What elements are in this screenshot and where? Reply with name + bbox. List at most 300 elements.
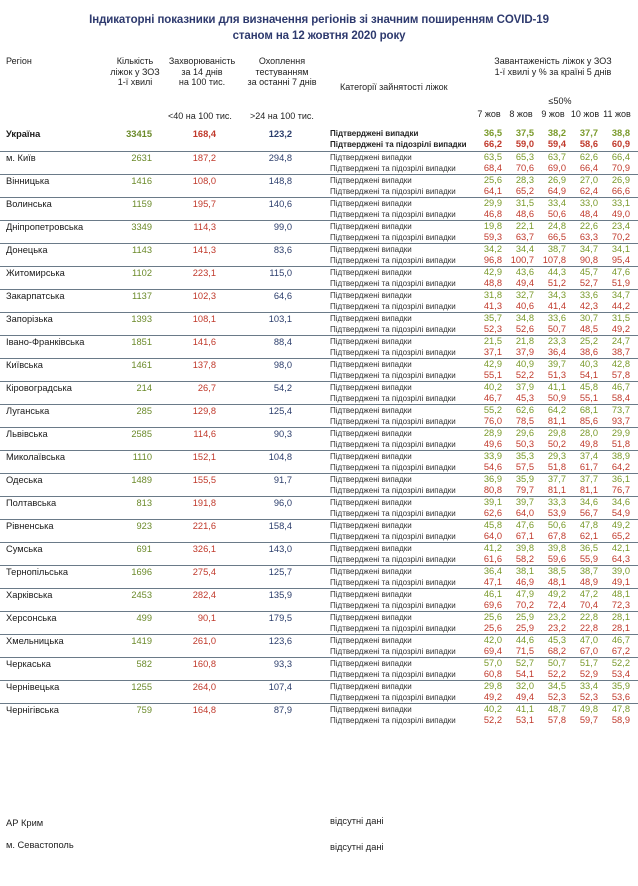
region-name: Україна <box>6 129 41 139</box>
load-suspected-value: 25,6 <box>483 623 502 633</box>
day-header: 7 жов <box>477 109 501 119</box>
load-suspected-value: 55,1 <box>579 393 598 403</box>
testing-value: 158,4 <box>268 521 292 531</box>
category-confirmed: Підтверджені випадки <box>330 291 412 300</box>
load-suspected-value: 64,0 <box>515 508 534 518</box>
load-suspected-value: 72,4 <box>547 600 566 610</box>
load-suspected-value: 48,1 <box>547 577 566 587</box>
category-labels <box>330 382 456 404</box>
load-suspected-value: 58,4 <box>611 393 630 403</box>
header-testing: Охоплення тестуванням за останні 7 днів <box>247 56 317 87</box>
load-confirmed-value: 22,1 <box>515 221 534 231</box>
category-suspected: Підтверджені та підозрілі випадки <box>330 210 456 219</box>
category-suspected: Підтверджені та підозрілі випадки <box>330 486 456 495</box>
load-confirmed-value: 49,2 <box>611 520 630 530</box>
load-values <box>470 267 630 289</box>
incidence-value: 160,8 <box>192 659 216 669</box>
region-name: Хмельницька <box>6 636 64 646</box>
region-name: Черкаська <box>6 659 51 669</box>
category-confirmed: Підтверджені випадки <box>330 199 412 208</box>
crimea-no-data: відсутні дані <box>330 816 384 826</box>
testing-value: 93,3 <box>273 659 292 669</box>
load-confirmed-value: 41,2 <box>483 543 502 553</box>
load-confirmed-value: 36,4 <box>483 566 502 576</box>
load-confirmed-value: 65,3 <box>515 152 534 162</box>
table-row <box>0 335 638 359</box>
category-labels <box>330 704 456 726</box>
load-confirmed-value: 23,2 <box>547 612 566 622</box>
load-suspected-value: 95,4 <box>611 255 630 265</box>
load-confirmed-value: 31,8 <box>483 290 502 300</box>
load-suspected-value: 46,8 <box>483 209 502 219</box>
load-values <box>470 382 630 404</box>
incidence-value: 141,6 <box>192 337 216 347</box>
category-confirmed: Підтверджені випадки <box>330 129 419 138</box>
threshold-testing: >24 на 100 тис. <box>250 111 314 121</box>
load-suspected-value: 51,2 <box>547 278 566 288</box>
load-confirmed-value: 40,3 <box>579 359 598 369</box>
load-suspected-value: 66,4 <box>579 163 598 173</box>
load-suspected-value: 49,4 <box>515 278 534 288</box>
load-suspected-value: 52,6 <box>515 324 534 334</box>
load-confirmed-value: 42,8 <box>611 359 630 369</box>
load-confirmed-value: 34,3 <box>547 290 566 300</box>
load-suspected-value: 55,1 <box>483 370 502 380</box>
load-confirmed-value: 57,0 <box>483 658 502 668</box>
load-confirmed-value: 45,7 <box>579 267 598 277</box>
load-confirmed-value: 63,5 <box>483 152 502 162</box>
beds-count: 582 <box>136 659 152 669</box>
table-row <box>0 128 638 151</box>
load-suspected-value: 59,3 <box>483 232 502 242</box>
load-confirmed-value: 34,1 <box>611 244 630 254</box>
beds-count: 1489 <box>131 475 152 485</box>
load-suspected-value: 51,9 <box>611 278 630 288</box>
beds-count: 1255 <box>131 682 152 692</box>
category-confirmed: Підтверджені випадки <box>330 153 412 162</box>
load-confirmed-value: 62,6 <box>515 405 534 415</box>
incidence-value: 141,3 <box>192 245 216 255</box>
load-confirmed-value: 25,9 <box>515 612 534 622</box>
load-confirmed-value: 34,7 <box>611 290 630 300</box>
category-suspected: Підтверджені та підозрілі випадки <box>330 417 456 426</box>
table-row <box>0 542 638 566</box>
category-confirmed: Підтверджені випадки <box>330 337 412 346</box>
category-labels <box>330 244 456 266</box>
incidence-value: 152,1 <box>192 452 216 462</box>
load-values <box>470 359 630 381</box>
load-confirmed-value: 38,7 <box>579 566 598 576</box>
category-confirmed: Підтверджені випадки <box>330 245 412 254</box>
beds-count: 759 <box>136 705 152 715</box>
category-suspected: Підтверджені та підозрілі випадки <box>330 233 456 242</box>
load-suspected-value: 81,1 <box>547 416 566 426</box>
load-confirmed-value: 52,2 <box>611 658 630 668</box>
region-name: Тернопільська <box>6 567 69 577</box>
load-suspected-value: 49,0 <box>611 209 630 219</box>
category-labels <box>330 175 456 197</box>
testing-value: 91,7 <box>273 475 292 485</box>
load-confirmed-value: 25,6 <box>483 175 502 185</box>
category-confirmed: Підтверджені випадки <box>330 406 412 415</box>
load-suspected-value: 51,8 <box>611 439 630 449</box>
load-confirmed-value: 38,9 <box>611 451 630 461</box>
load-confirmed-value: 44,3 <box>547 267 566 277</box>
load-suspected-value: 50,3 <box>515 439 534 449</box>
region-name: Одеська <box>6 475 43 485</box>
table-row <box>0 312 638 336</box>
category-suspected: Підтверджені та підозрілі випадки <box>330 140 467 149</box>
load-suspected-value: 52,2 <box>483 715 502 725</box>
region-name: Волинська <box>6 199 52 209</box>
load-suspected-value: 69,0 <box>547 163 566 173</box>
category-suspected: Підтверджені та підозрілі випадки <box>330 371 456 380</box>
load-suspected-value: 41,3 <box>483 301 502 311</box>
category-suspected: Підтверджені та підозрілі випадки <box>330 578 456 587</box>
load-confirmed-value: 33,3 <box>547 497 566 507</box>
load-confirmed-value: 34,6 <box>579 497 598 507</box>
load-confirmed-value: 26,9 <box>547 175 566 185</box>
category-suspected: Підтверджені та підозрілі випадки <box>330 394 456 403</box>
load-suspected-value: 66,6 <box>611 186 630 196</box>
load-confirmed-value: 33,1 <box>611 198 630 208</box>
category-suspected: Підтверджені та підозрілі випадки <box>330 716 456 725</box>
incidence-value: 187,2 <box>192 153 216 163</box>
load-suspected-value: 52,3 <box>483 324 502 334</box>
region-name: Львівська <box>6 429 48 439</box>
table-row <box>0 565 638 589</box>
beds-count: 499 <box>136 613 152 623</box>
threshold-incidence: <40 на 100 тис. <box>168 111 232 121</box>
load-confirmed-value: 43,6 <box>515 267 534 277</box>
category-labels <box>330 451 456 473</box>
load-confirmed-value: 26,9 <box>611 175 630 185</box>
table-row <box>0 220 638 244</box>
category-labels <box>330 497 456 519</box>
load-confirmed-value: 34,8 <box>515 313 534 323</box>
load-confirmed-value: 36,1 <box>611 474 630 484</box>
testing-value: 83,6 <box>273 245 292 255</box>
testing-value: 87,9 <box>273 705 292 715</box>
load-suspected-value: 58,6 <box>579 139 598 149</box>
load-suspected-value: 63,7 <box>515 232 534 242</box>
load-suspected-value: 25,9 <box>515 623 534 633</box>
beds-count: 1159 <box>132 199 152 209</box>
crimea-label: АР Крим <box>6 818 44 828</box>
beds-count: 1851 <box>131 337 152 347</box>
testing-value: 123,6 <box>268 636 292 646</box>
incidence-value: 102,3 <box>192 291 216 301</box>
load-confirmed-value: 45,3 <box>547 635 566 645</box>
load-suspected-value: 41,4 <box>547 301 566 311</box>
load-confirmed-value: 63,7 <box>547 152 566 162</box>
load-confirmed-value: 39,0 <box>611 566 630 576</box>
load-suspected-value: 22,8 <box>579 623 598 633</box>
sevastopol-no-data: відсутні дані <box>330 842 384 852</box>
load-suspected-value: 68,2 <box>547 646 566 656</box>
beds-count: 1143 <box>132 245 152 255</box>
load-confirmed-value: 55,2 <box>483 405 502 415</box>
load-suspected-value: 52,2 <box>515 370 534 380</box>
category-confirmed: Підтверджені випадки <box>330 268 412 277</box>
load-suspected-value: 49,1 <box>611 577 630 587</box>
category-labels <box>330 635 456 657</box>
load-confirmed-value: 22,8 <box>579 612 598 622</box>
load-confirmed-value: 68,1 <box>579 405 598 415</box>
category-suspected: Підтверджені та підозрілі випадки <box>330 164 456 173</box>
load-suspected-value: 85,6 <box>579 416 598 426</box>
load-confirmed-value: 45,8 <box>483 520 502 530</box>
load-suspected-value: 62,6 <box>483 508 502 518</box>
load-suspected-value: 69,6 <box>483 600 502 610</box>
testing-value: 88,4 <box>273 337 292 347</box>
incidence-value: 223,1 <box>192 268 216 278</box>
load-confirmed-value: 29,3 <box>547 451 566 461</box>
load-suspected-value: 64,2 <box>611 462 630 472</box>
load-confirmed-value: 34,2 <box>483 244 502 254</box>
load-values <box>470 313 630 335</box>
load-suspected-value: 67,2 <box>611 646 630 656</box>
load-confirmed-value: 32,0 <box>515 681 534 691</box>
load-suspected-value: 59,0 <box>515 139 534 149</box>
region-name: Рівненська <box>6 521 54 531</box>
load-suspected-value: 61,7 <box>579 462 598 472</box>
load-suspected-value: 52,3 <box>579 692 598 702</box>
load-confirmed-value: 48,1 <box>611 589 630 599</box>
incidence-value: 326,1 <box>192 544 216 554</box>
load-values <box>470 612 630 634</box>
load-confirmed-value: 29,9 <box>483 198 502 208</box>
day-header: 9 жов <box>541 109 565 119</box>
incidence-value: 261,0 <box>192 636 216 646</box>
load-suspected-value: 107,8 <box>542 255 566 265</box>
table-row <box>0 496 638 520</box>
category-suspected: Підтверджені та підозрілі випадки <box>330 325 456 334</box>
category-labels <box>330 221 456 243</box>
category-confirmed: Підтверджені випадки <box>330 544 412 553</box>
load-suspected-value: 70,2 <box>611 232 630 242</box>
load-suspected-value: 56,7 <box>579 508 598 518</box>
beds-count: 2453 <box>131 590 152 600</box>
load-values <box>470 704 630 726</box>
load-confirmed-value: 44,6 <box>515 635 534 645</box>
load-confirmed-value: 31,5 <box>611 313 630 323</box>
load-suspected-value: 54,6 <box>483 462 502 472</box>
load-confirmed-value: 38,2 <box>547 128 566 138</box>
load-values <box>470 244 630 266</box>
testing-value: 104,8 <box>268 452 292 462</box>
header-region: Регіон <box>6 56 32 66</box>
incidence-value: 26,7 <box>197 383 216 393</box>
load-values <box>470 405 630 427</box>
region-name: Дніпропетровська <box>6 222 84 232</box>
load-suspected-value: 70,9 <box>611 163 630 173</box>
category-confirmed: Підтверджені випадки <box>330 452 412 461</box>
load-suspected-value: 67,8 <box>547 531 566 541</box>
load-suspected-value: 76,7 <box>611 485 630 495</box>
load-suspected-value: 54,1 <box>579 370 598 380</box>
load-confirmed-value: 33,4 <box>579 681 598 691</box>
load-confirmed-value: 32,7 <box>515 290 534 300</box>
beds-count: 2631 <box>131 153 152 163</box>
beds-count: 1393 <box>131 314 152 324</box>
load-suspected-value: 64,0 <box>483 531 502 541</box>
incidence-value: 195,7 <box>192 199 216 209</box>
load-confirmed-value: 49,2 <box>547 589 566 599</box>
category-suspected: Підтверджені та підозрілі випадки <box>330 302 456 311</box>
load-confirmed-value: 35,3 <box>515 451 534 461</box>
load-confirmed-value: 33,9 <box>483 451 502 461</box>
load-confirmed-value: 37,7 <box>547 474 566 484</box>
table-row <box>0 473 638 497</box>
load-suspected-value: 64,3 <box>611 554 630 564</box>
load-suspected-value: 49,4 <box>515 692 534 702</box>
load-confirmed-value: 29,9 <box>611 428 630 438</box>
load-confirmed-value: 22,6 <box>579 221 598 231</box>
incidence-value: 108,0 <box>192 176 216 186</box>
load-values <box>470 336 630 358</box>
load-suspected-value: 55,9 <box>579 554 598 564</box>
load-suspected-value: 64,9 <box>547 186 566 196</box>
category-labels <box>330 612 456 634</box>
table-row <box>0 266 638 290</box>
load-confirmed-value: 66,4 <box>611 152 630 162</box>
load-suspected-value: 64,1 <box>483 186 502 196</box>
testing-value: 123,2 <box>268 129 292 139</box>
load-suspected-value: 42,3 <box>579 301 598 311</box>
table-row <box>0 519 638 543</box>
category-labels <box>330 128 467 150</box>
load-suspected-value: 96,8 <box>483 255 502 265</box>
load-confirmed-value: 50,6 <box>547 520 566 530</box>
testing-value: 294,8 <box>268 153 292 163</box>
region-name: Донецька <box>6 245 48 255</box>
load-suspected-value: 57,5 <box>515 462 534 472</box>
incidence-value: 155,5 <box>192 475 216 485</box>
load-suspected-value: 60,8 <box>483 669 502 679</box>
incidence-value: 191,8 <box>192 498 216 508</box>
load-suspected-value: 78,5 <box>515 416 534 426</box>
testing-value: 90,3 <box>273 429 292 439</box>
load-confirmed-value: 46,7 <box>611 635 630 645</box>
load-suspected-value: 50,7 <box>547 324 566 334</box>
load-confirmed-value: 41,1 <box>515 704 534 714</box>
load-suspected-value: 48,9 <box>579 577 598 587</box>
load-confirmed-value: 24,8 <box>547 221 566 231</box>
load-suspected-value: 28,1 <box>611 623 630 633</box>
beds-count: 1416 <box>131 176 152 186</box>
category-labels <box>330 681 456 703</box>
load-confirmed-value: 37,7 <box>579 128 598 138</box>
load-confirmed-value: 24,7 <box>611 336 630 346</box>
load-suspected-value: 50,9 <box>547 393 566 403</box>
region-name: Житомирська <box>6 268 65 278</box>
day-header: 11 жов <box>603 109 631 119</box>
load-suspected-value: 54,1 <box>515 669 534 679</box>
load-confirmed-value: 41,1 <box>547 382 566 392</box>
category-suspected: Підтверджені та підозрілі випадки <box>330 693 456 702</box>
load-suspected-value: 38,6 <box>579 347 598 357</box>
load-confirmed-value: 38,1 <box>515 566 534 576</box>
incidence-value: 114,3 <box>193 222 216 232</box>
load-confirmed-value: 29,6 <box>515 428 534 438</box>
load-values <box>470 175 630 197</box>
beds-count: 1461 <box>131 360 152 370</box>
load-confirmed-value: 51,7 <box>579 658 598 668</box>
incidence-value: 137,8 <box>192 360 216 370</box>
load-confirmed-value: 47,9 <box>515 589 534 599</box>
load-confirmed-value: 46,1 <box>483 589 502 599</box>
load-values <box>470 543 630 565</box>
category-confirmed: Підтверджені випадки <box>330 429 412 438</box>
testing-value: 179,5 <box>268 613 292 623</box>
load-values <box>470 681 630 703</box>
beds-count: 691 <box>136 544 152 554</box>
load-confirmed-value: 36,5 <box>483 128 502 138</box>
region-name: Сумська <box>6 544 43 554</box>
load-suspected-value: 53,4 <box>611 669 630 679</box>
load-suspected-value: 59,7 <box>579 715 598 725</box>
load-suspected-value: 49,8 <box>579 439 598 449</box>
load-confirmed-value: 33,6 <box>579 290 598 300</box>
load-confirmed-value: 35,7 <box>483 313 502 323</box>
table-row <box>0 404 638 428</box>
load-suspected-value: 60,9 <box>611 139 630 149</box>
load-confirmed-value: 25,6 <box>483 612 502 622</box>
load-values <box>470 152 630 174</box>
load-confirmed-value: 39,1 <box>483 497 502 507</box>
region-name: Івано-Франківська <box>6 337 85 347</box>
load-suspected-value: 50,6 <box>547 209 566 219</box>
load-confirmed-value: 35,9 <box>611 681 630 691</box>
testing-value: 143,0 <box>268 544 292 554</box>
category-confirmed: Підтверджені випадки <box>330 636 412 645</box>
load-suspected-value: 47,1 <box>483 577 502 587</box>
beds-count: 923 <box>136 521 152 531</box>
category-labels <box>330 520 456 542</box>
load-suspected-value: 45,3 <box>515 393 534 403</box>
load-suspected-value: 70,2 <box>515 600 534 610</box>
load-suspected-value: 46,7 <box>483 393 502 403</box>
category-confirmed: Підтверджені випадки <box>330 314 412 323</box>
load-suspected-value: 37,9 <box>515 347 534 357</box>
region-name: Чернівецька <box>6 682 60 692</box>
load-suspected-value: 48,8 <box>483 278 502 288</box>
incidence-value: 282,4 <box>192 590 216 600</box>
load-confirmed-value: 64,2 <box>547 405 566 415</box>
load-suspected-value: 48,5 <box>579 324 598 334</box>
load-confirmed-value: 42,0 <box>483 635 502 645</box>
category-labels <box>330 405 456 427</box>
beds-count: 33415 <box>126 129 152 139</box>
category-suspected: Підтверджені та підозрілі випадки <box>330 256 456 265</box>
header-category: Категорії зайнятості ліжок <box>340 82 448 92</box>
category-confirmed: Підтверджені випадки <box>330 360 412 369</box>
incidence-value: 90,1 <box>197 613 216 623</box>
region-name: Чернігівська <box>6 705 59 715</box>
testing-value: 140,6 <box>268 199 292 209</box>
load-confirmed-value: 50,7 <box>547 658 566 668</box>
load-confirmed-value: 28,9 <box>483 428 502 438</box>
category-confirmed: Підтверджені випадки <box>330 521 412 530</box>
region-name: м. Київ <box>6 153 36 163</box>
category-labels <box>330 198 456 220</box>
region-name: Вінницька <box>6 176 50 186</box>
load-confirmed-value: 21,5 <box>483 336 502 346</box>
load-confirmed-value: 40,2 <box>483 704 502 714</box>
category-suspected: Підтверджені та підозрілі випадки <box>330 670 456 679</box>
testing-value: 54,2 <box>273 383 292 393</box>
